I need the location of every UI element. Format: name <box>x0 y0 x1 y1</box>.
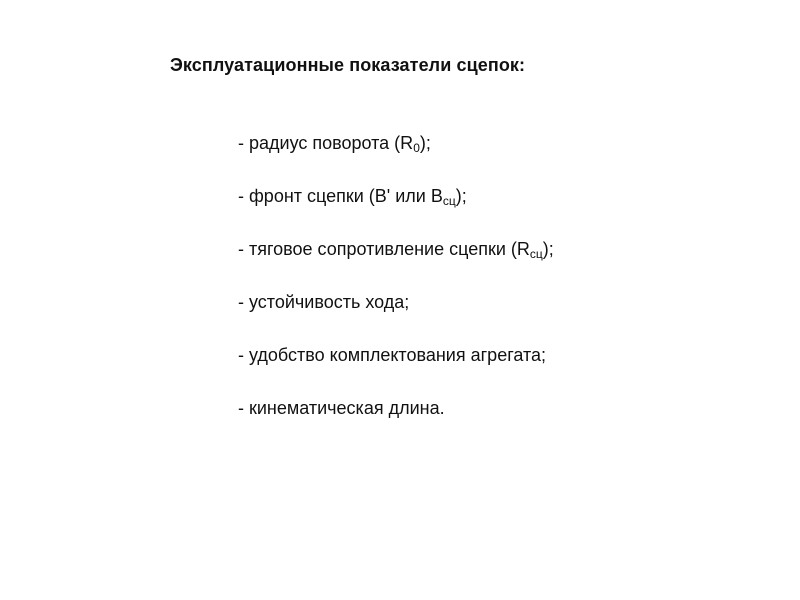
item-subscript: 0 <box>413 141 420 155</box>
list-item-assembly-convenience <box>210 342 590 368</box>
item-text: - кинематическая длина. <box>238 398 445 418</box>
list-item-traction-resistance <box>210 236 590 262</box>
item-text: - удобство комплектования агрегата; <box>238 345 547 365</box>
item-subscript: сц <box>529 247 543 261</box>
item-text: - тяговое сопротивление сцепки (R <box>238 239 530 259</box>
list-item-turning-radius <box>210 130 590 156</box>
item-subscript: сц <box>442 194 456 208</box>
item-text-end: ); <box>419 133 431 153</box>
list-item-kinematic-length <box>210 395 590 421</box>
item-text: - радиус поворота (R <box>238 133 414 153</box>
list-item-hitch-front <box>210 183 590 209</box>
slide-title: Эксплуатационные показатели сцепок: <box>170 55 526 75</box>
indicator-list <box>210 130 590 448</box>
item-text: - фронт сцепки (B' или B <box>238 186 443 206</box>
item-text-end: ); <box>455 186 467 206</box>
item-text: - устойчивость хода; <box>238 292 410 312</box>
item-text-end: ); <box>542 239 554 259</box>
list-item-stability <box>210 289 590 315</box>
